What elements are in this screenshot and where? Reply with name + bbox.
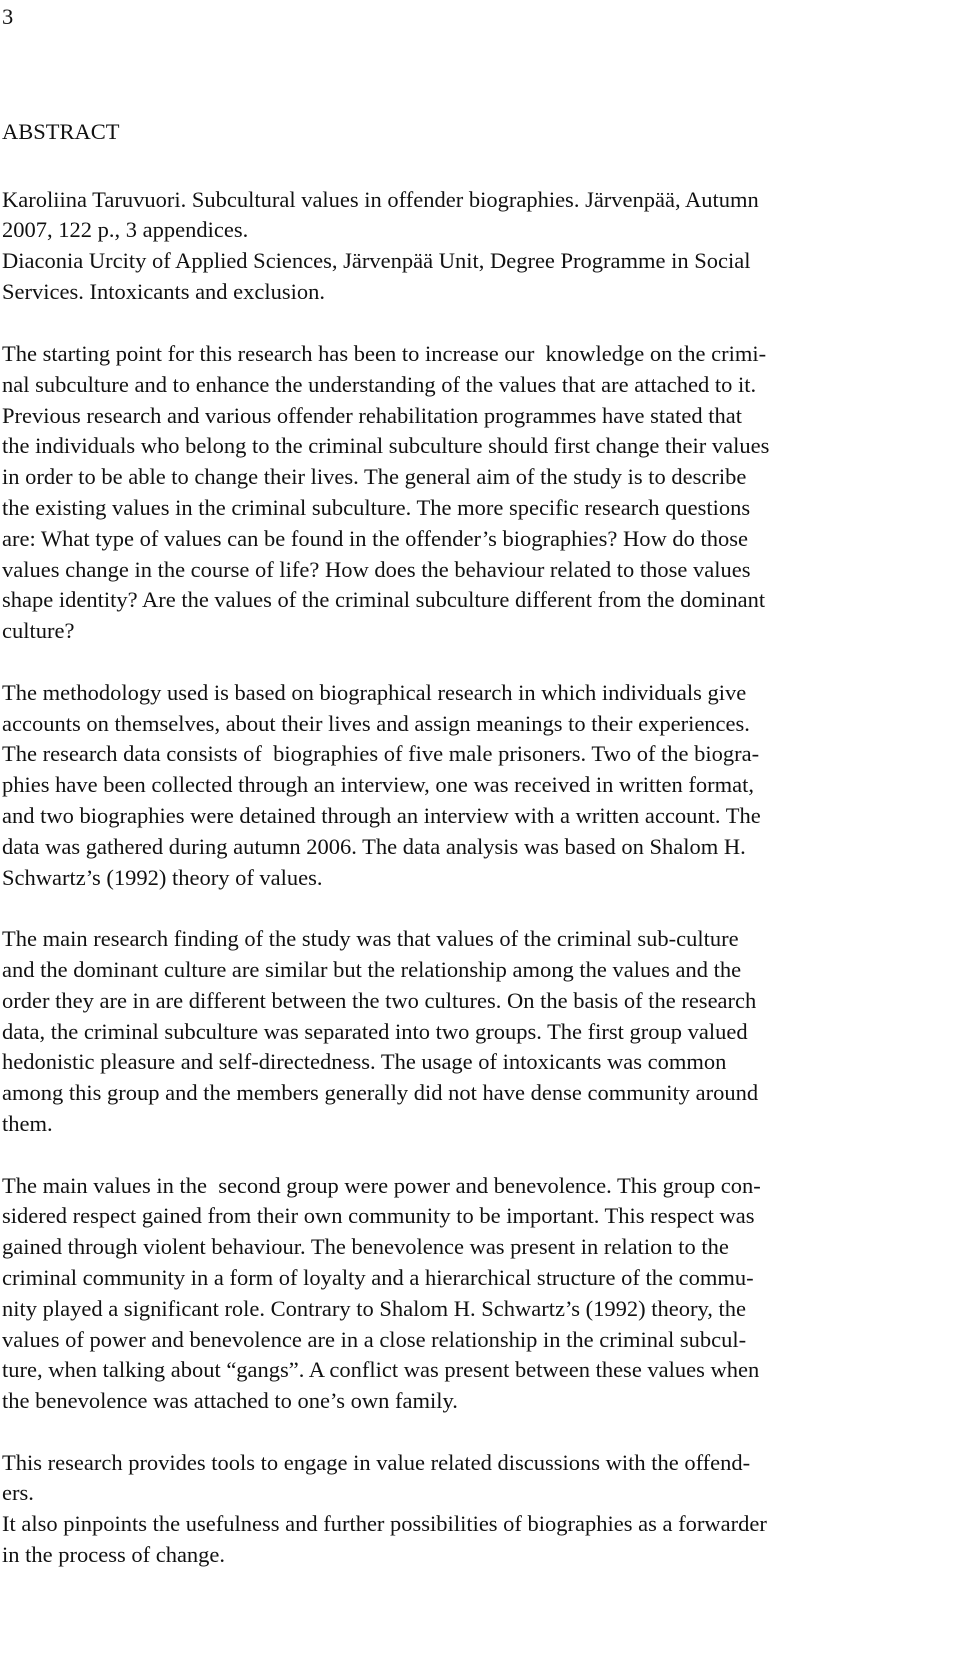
paragraph-line: ture, when talking about “gangs”. A conflict was present between these values when (2, 1357, 760, 1382)
paragraph-line: nity played a significant role. Contrary to Shalom H. Schwartz’s (1992) theory, the (2, 1296, 746, 1321)
paragraph-line: sidered respect gained from their own community to be important. This respect was (2, 1203, 755, 1228)
paragraph-line: This research provides tools to engage in value related discussions with the offend- (2, 1450, 751, 1475)
paragraph-line: The main values in the second group were power and benevolence. This group con- (2, 1173, 761, 1198)
paragraph-line: The research data consists of biographies of five male prisoners. Two of the biogra- (2, 741, 760, 766)
abstract-heading: ABSTRACT (2, 119, 120, 144)
paragraph-line: The main research finding of the study was that values of the criminal sub-culture (2, 926, 739, 951)
paragraph-line: in the process of change. (2, 1542, 226, 1567)
paragraph-line: in order to be able to change their lives. The general aim of the study is to describe (2, 464, 747, 489)
paragraph-line: nal subculture and to enhance the understanding of the values that are attached to it. (2, 372, 757, 397)
page-number: 3 (2, 4, 14, 29)
paragraph-line: values change in the course of life? How does the behaviour related to those values (2, 557, 751, 582)
citation-line: Services. Intoxicants and exclusion. (2, 279, 326, 304)
paragraph-line: the benevolence was attached to one’s own family. (2, 1388, 458, 1413)
paragraph-line: gained through violent behaviour. The benevolence was present in relation to the (2, 1234, 729, 1259)
paragraph-line: The methodology used is based on biographical research in which individuals give (2, 680, 747, 705)
paragraph-line: the existing values in the criminal subculture. The more specific research questions (2, 495, 751, 520)
paragraph-line: culture? (2, 618, 75, 643)
citation-line: Karoliina Taruvuori. Subcultural values in offender biographies. Järvenpää, Autumn (2, 187, 759, 212)
paragraph-line: data, the criminal subculture was separated into two groups. The first group valued (2, 1019, 748, 1044)
paragraph-line: and the dominant culture are similar but the relationship among the values and the (2, 957, 742, 982)
paragraph-line: values of power and benevolence are in a close relationship in the criminal subcul- (2, 1327, 747, 1352)
paragraph-line: order they are in are different between the two cultures. On the basis of the research (2, 988, 757, 1013)
paragraph-line: them. (2, 1111, 53, 1136)
paragraph-line: Previous research and various offender rehabilitation programmes have stated that (2, 403, 742, 428)
paragraph-line: and two biographies were detained through an interview with a written account. The (2, 803, 761, 828)
paragraph-line: accounts on themselves, about their lives and assign meanings to their experiences. (2, 711, 750, 736)
paragraph-line: criminal community in a form of loyalty and a hierarchical structure of the commu- (2, 1265, 754, 1290)
paragraph-line: hedonistic pleasure and self-directedness. The usage of intoxicants was common (2, 1049, 727, 1074)
paragraph-line: Schwartz’s (1992) theory of values. (2, 865, 323, 890)
paragraph-line: phies have been collected through an interview, one was received in written format, (2, 772, 755, 797)
paragraph-line: shape identity? Are the values of the criminal subculture different from the dominant (2, 587, 766, 612)
paragraph-line: ers. (2, 1480, 34, 1505)
citation-line: 2007, 122 p., 3 appendices. (2, 217, 249, 242)
paragraph-line: are: What type of values can be found in the offender’s biographies? How do those (2, 526, 749, 551)
paragraph-line: It also pinpoints the usefulness and further possibilities of biographies as a forwarder (2, 1511, 767, 1536)
paragraph-line: data was gathered during autumn 2006. The data analysis was based on Shalom H. (2, 834, 746, 859)
citation-line: Diaconia Urcity of Applied Sciences, Järvenpää Unit, Degree Programme in Social (2, 248, 751, 273)
paragraph-line: among this group and the members generally did not have dense community around (2, 1080, 759, 1105)
paragraph-line: The starting point for this research has been to increase our knowledge on the crimi- (2, 341, 767, 366)
paragraph-line: the individuals who belong to the criminal subculture should first change their values (2, 433, 770, 458)
